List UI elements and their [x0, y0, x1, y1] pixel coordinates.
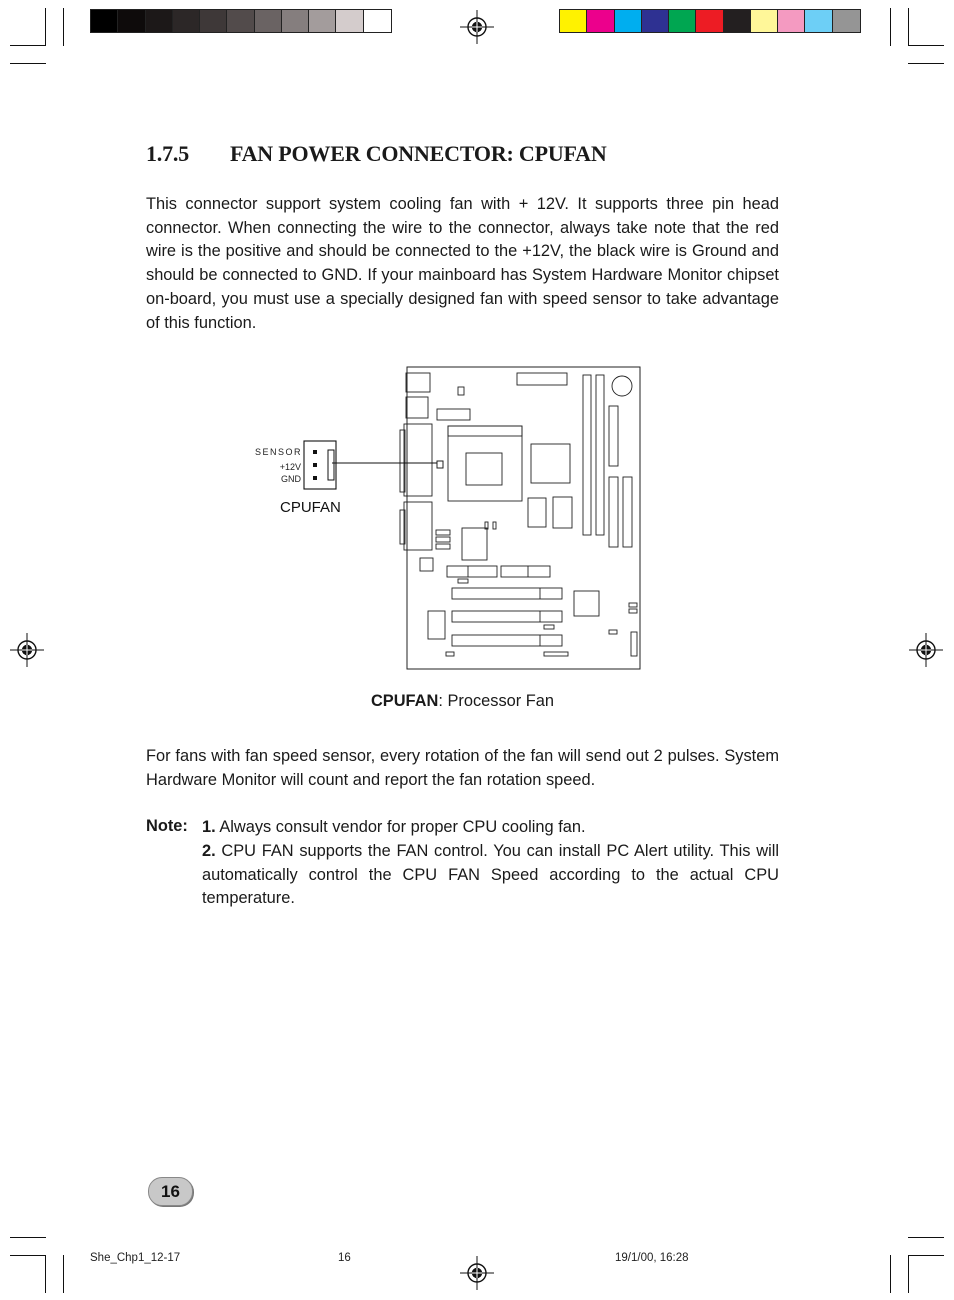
color-swatch [560, 10, 587, 32]
gray-swatch [255, 10, 282, 32]
cmyk-color-bar [559, 9, 861, 33]
gray-swatch [282, 10, 309, 32]
note-item-2-number: 2. [202, 842, 216, 860]
color-swatch [805, 10, 832, 32]
color-swatch [696, 10, 723, 32]
registration-mark-bottom [460, 1256, 494, 1290]
gray-swatch [146, 10, 173, 32]
color-swatch [615, 10, 642, 32]
footer-file-name: She_Chp1_12-17 [90, 1252, 181, 1264]
pin-label-sensor: SENSOR [254, 447, 302, 457]
connector-label: CPUFAN [280, 499, 341, 516]
note-item-1 [202, 816, 779, 840]
caption-description: : Processor Fan [438, 692, 555, 710]
diagram-caption [146, 692, 779, 711]
registration-mark-top [460, 10, 494, 44]
gray-swatch [309, 10, 336, 32]
note-item-2-text: CPU FAN supports the FAN control. You can install PC Alert utility. This will automatically control the CPU FAN Speed according to the actual CPU temperature. [202, 842, 779, 908]
color-swatch [751, 10, 778, 32]
gray-swatch [336, 10, 363, 32]
motherboard-diagram [240, 360, 650, 680]
registration-mark-right [909, 633, 943, 667]
note-item-2 [202, 840, 779, 911]
color-swatch [778, 10, 805, 32]
grayscale-color-bar [90, 9, 392, 33]
footer-page: 16 [338, 1252, 351, 1264]
color-swatch [642, 10, 669, 32]
color-swatch [833, 10, 860, 32]
section-heading [146, 141, 607, 167]
registration-mark-left [10, 633, 44, 667]
caption-name: CPUFAN [370, 692, 439, 710]
intro-paragraph: This connector support system cooling fan with + 12V. It supports three pin head connector. When connecting the wire to the connector, always take note that the red wire is the positive and should be connected to the +12V, the black wire is Ground and should be connected to GND. If your mainboard has System Hardware Monitor chipset on-board, you must use a specially designed fan with speed sensor to take advantage of this function. [146, 195, 779, 332]
section-number: 1.7.5 [146, 141, 190, 166]
color-swatch [724, 10, 751, 32]
gray-swatch [91, 10, 118, 32]
note-item-1-number: 1. [202, 818, 216, 836]
footer-timestamp: 19/1/00, 16:28 [615, 1252, 689, 1264]
note-item-1-text: Always consult vendor for proper CPU cooling fan. [215, 818, 586, 836]
gray-swatch [173, 10, 200, 32]
section-title: FAN POWER CONNECTOR: CPUFAN [230, 141, 607, 166]
gray-swatch [364, 10, 391, 32]
gray-swatch [227, 10, 254, 32]
pin-label-12v: +12V [279, 462, 301, 472]
fan-speed-paragraph: For fans with fan speed sensor, every rotation of the fan will send out 2 pulses. System Hardware Monitor will count and report the fan rotation speed. [146, 747, 779, 789]
gray-swatch [118, 10, 145, 32]
color-swatch [669, 10, 696, 32]
color-swatch [587, 10, 614, 32]
pin-label-gnd: GND [281, 474, 301, 484]
gray-swatch [200, 10, 227, 32]
page-number-badge: 16 [148, 1177, 193, 1206]
note-label: Note: [146, 817, 188, 835]
